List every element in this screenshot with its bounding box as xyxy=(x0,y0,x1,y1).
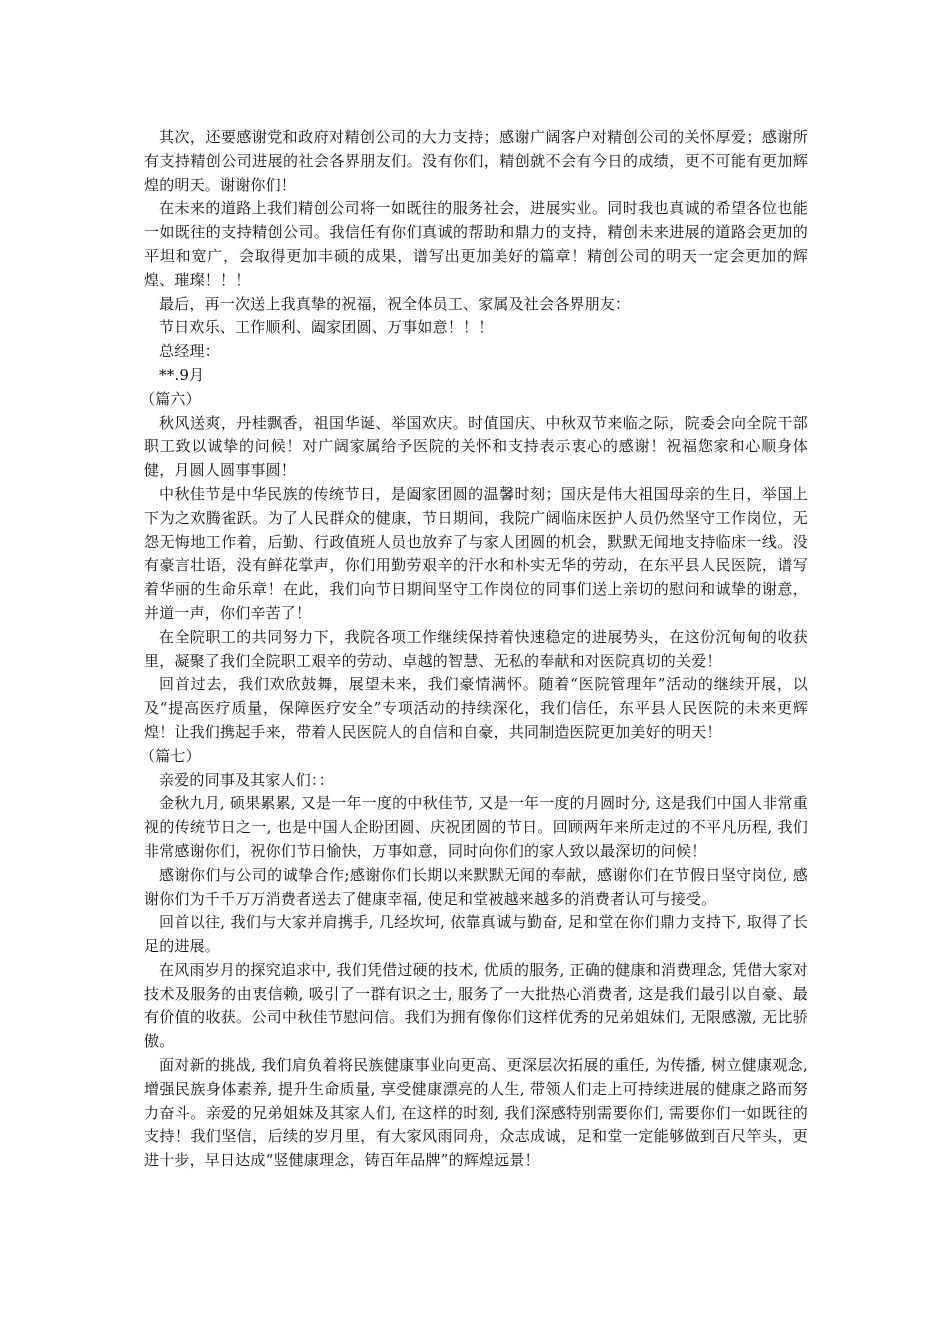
section-heading: （篇七） xyxy=(140,746,201,765)
paragraph: 秋风送爽，丹桂飘香，祖国华诞、举国欢庆。时值国庆、中秋双节来临之际，院委会向全院干部职工致以诚挚的问候！对广阔家属给予医院的关怀和支持表示衷心的感谢！祝福您家和心顺身体健，月圆人圆事事圆！ xyxy=(144,413,808,480)
paragraph: 回首以往, 我们与大家并肩携手, 几经坎坷, 依靠真诚与勤奋, 足和堂在你们鼎力支持下, 取得了长足的进展。 xyxy=(144,913,808,956)
paragraph: 其次，还要感谢党和政府对精创公司的大力支持；感谢广阔客户对精创公司的关怀厚爱；感谢所有支持精创公司进展的社会各界朋友们。没有你们，精创就不会有今日的成绩，更不可能有更加辉煌的明天。谢谢你们！ xyxy=(144,128,808,194)
signature-title: 总经理： xyxy=(159,342,220,361)
paragraph: 最后，再一次送上我真挚的祝福，祝全体员工、家属及社会各界朋友： xyxy=(159,294,631,313)
paragraph: 回首过去，我们欢欣鼓舞，展望未来，我们豪情满怀。随着“医院管理年”活动的继续开展，以及“提高医疗质量，保障医疗安全”专项活动的持续深化，我们信任，东平县人民医院的未来更辉煌！让我们携起手来，带着人民医院人的自信和自豪，共同制造医院更加美好的明天！ xyxy=(144,675,808,741)
paragraph: 中秋佳节是中华民族的传统节日，是阖家团圆的温馨时刻；国庆是伟大祖国母亲的生日，举国上下为之欢腾雀跃。为了人民群众的健康，节日期间，我院广阔临床医护人员仍然坚守工作岗位，无怨无悔地工作着，后勤、行政值班人员也放弃了与家人团圆的机会，默默无闻地支持临床一线。没有豪言壮语，没有鲜花掌声，你们用勤劳艰辛的汗水和朴实无华的劳动，在东平县人民医院，谱写着华丽的生命乐章！在此，我们向节日期间坚守工作岗位的同事们送上亲切的慰问和诚挚的谢意，并道一声，你们辛苦了！ xyxy=(144,484,808,622)
paragraph: 在未来的道路上我们精创公司将一如既往的服务社会，进展实业。同时我也真诚的希望各位也能一如既往的支持精创公司。我信任有你们真诚的帮助和鼎力的支持，精创未来进展的道路会更加的平坦和宽广，会取得更加丰硕的成果，谱写出更加美好的篇章！精创公司的明天一定会更加的辉煌、璀璨！！！ xyxy=(144,199,808,289)
paragraph: 金秋九月, 硕果累累, 又是一年一度的中秋佳节, 又是一年一度的月圆时分, 这是我们中国人非常重视的传统节日之一, 也是中国人企盼团圆、庆祝团圆的节日。回顾两年来所走过的不平凡历程, 我们非常感谢你们，祝你们节日愉快，万事如意，同时向你们的家人致以最深切的问候！ xyxy=(144,794,808,860)
paragraph: 在风雨岁月的探究追求中, 我们凭借过硬的技术, 优质的服务, 正确的健康和消费理念, 凭借大家对技术及服务的由衷信赖, 吸引了一群有识之士, 服务了一大批热心消费者, 这是我们最引以自豪、最有价值的收获。公司中秋佳节慰问信。我们为拥有像你们这样优秀的兄弟姐妹们, 无限感激, 无比骄傲。 xyxy=(144,960,808,1051)
signature-date: **.9月 xyxy=(159,365,205,384)
section-heading: （篇六） xyxy=(140,389,201,408)
salutation: 亲爱的同事及其家人们：： xyxy=(159,770,334,789)
paragraph: 感谢你们与公司的诚挚合作;感谢你们长期以来默默无闻的奉献，感谢你们在节假日坚守岗位, 感谢你们为千千万万消费者送去了健康幸福, 使足和堂被越来越多的消费者认可与接受。 xyxy=(144,865,808,908)
document-body xyxy=(140,126,808,1173)
paragraph: 在全院职工的共同努力下，我院各项工作继续保持着快速稳定的进展势头，在这份沉甸甸的收获里，凝聚了我们全院职工艰辛的劳动、卓越的智慧、无私的奉献和对医院真切的关爱！ xyxy=(144,627,808,670)
paragraph: 面对新的挑战, 我们肩负着将民族健康事业向更高、更深层次拓展的重任, 为传播, 树立健康观念, 增强民族身体素养, 提升生命质量, 享受健康漂亮的人生, 带领人们走上可持续进展的健康之路而努力奋斗。亲爱的兄弟姐妹及其家人们, 在这样的时刻, 我们深感特别需要你们, 需要你们一如既往的支持！我们坚信，后续的岁月里，有大家风雨同舟，众志成诚，足和堂一定能够做到百尺竿头，更进十步，早日达成“竖健康理念，铸百年品牌”的辉煌远景！ xyxy=(144,1056,808,1170)
paragraph: 节日欢乐、工作顺利、阖家团圆、万事如意！！！ xyxy=(159,318,494,337)
